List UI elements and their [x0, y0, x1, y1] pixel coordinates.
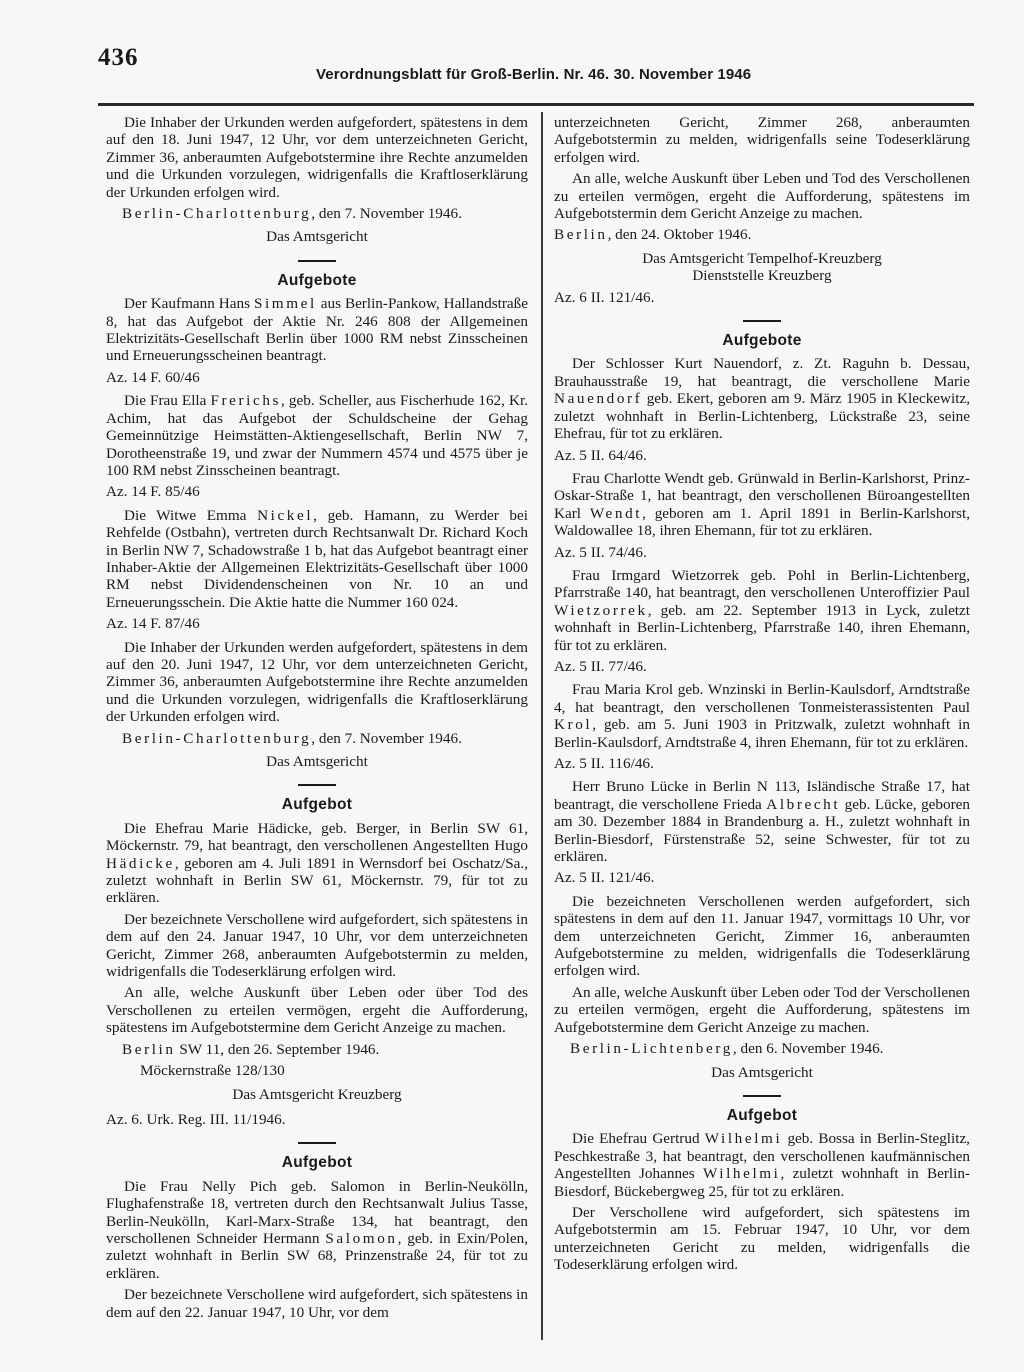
text-run: aus Berlin-Pankow, Hallandstraße 8, hat das Aufgebot der Aktie Nr. 246 808 der Allgemeinen Elektrizitäts-Gesellschaft Berlin über 1000 RM nebst Zinsscheinen und Erneuerungsscheinen beantragt.	[106, 295, 528, 365]
person-name: Frerichs	[210, 392, 282, 410]
text-run: , geboren am 4. Juli 1891 in Wernsdorf bei Oschatz/Sa., zuletzt wohnhaft in Berlin SW 61, Möckernstr. 79, für tot zu erklären.	[106, 854, 528, 907]
text-run: , geb. Hamann, zu Werder bei Rehfelde (Ostbahn), vertreten durch Rechtsanwalt Dr. Richard Koch in Berlin NW 7, Schadowstraße 1 b, hat das Aufgebot beantragt einer Inhaber-Aktie der Allgemeinen Elektrizitäts-Gesellschaft über 1000 RM nebst Dividendenscheinen von Nr. 10 an und Erneuerungsschein. Die Aktie hatte die Nummer 160 024.	[106, 506, 528, 611]
date-text: , den 7. November 1946.	[311, 729, 462, 747]
page-number: 436	[98, 44, 139, 71]
street-address: Möckernstraße 128/130	[140, 1062, 285, 1080]
court-branch: Dienststelle Kreuzberg	[692, 267, 832, 285]
file-reference: Az. 5 II. 64/46.	[554, 446, 647, 464]
text-run: geb. Bossa in Berlin-Steglitz, Peschkestraße 3, hat beantragt, den verschollenen kaufmännischen Angestellten Johannes	[554, 1130, 970, 1183]
notice-paragraph: unterzeichneten Gericht, Zimmer 268, anberaumten Aufgebotstermin zu melden, widrigenfalls seine Todeserklärung erfolgen wird.	[554, 114, 970, 166]
file-reference: Az. 6 II. 121/46.	[554, 288, 655, 306]
section-rule	[743, 320, 781, 322]
text-run: Frau Irmgard Wietzorrek geb. Pohl in Berlin-Lichtenberg, Pfarrstraße 140, hat beantragt, den verschollenen Unteroffizier Paul	[554, 566, 970, 602]
person-name: Wendt	[589, 504, 643, 522]
place-date-line	[122, 730, 528, 747]
text-run: Der Schlosser Kurt Nauendorf, z. Zt. Raguhn b. Dessau, Brauhausstraße 19, hat beantragt, die verschollene Marie	[554, 355, 970, 390]
place-name: Berlin	[122, 1040, 176, 1058]
date-text: , den 6. November 1946.	[732, 1040, 884, 1058]
notice-paragraph	[554, 355, 970, 442]
notice-paragraph: Der Verschollene wird aufgefordert, sich spätestens im Aufgebotstermin am 15. Februar 1947, 10 Uhr, vor dem unterzeichneten Gericht zu melden, widrigenfalls die Todeserklärung erfolgen wird.	[554, 1203, 970, 1274]
text-run: Der Kaufmann Hans	[124, 295, 254, 313]
notice-paragraph: Die Inhaber der Urkunden werden aufgefordert, spätestens in dem auf den 20. Juni 1947, 12 Uhr, vor dem unterzeichneten Gericht, Zimmer 36, anberaumten Aufgebotstermine ihre Rechte anzumelden und die Urkunden vorzulegen, widrigenfalls die Kraftloserklärung der Urkunden erfolgen wird.	[106, 638, 528, 726]
person-name: Hädicke	[106, 854, 175, 872]
file-reference: Az. 14 F. 60/46	[106, 368, 200, 386]
file-reference: Az. 5 II. 121/46.	[554, 869, 655, 887]
notice-paragraph	[554, 1130, 970, 1200]
court-signature: Das Amtsgericht	[266, 753, 368, 770]
date-text: , den 7. November 1946.	[311, 205, 462, 223]
person-name: Simmel	[253, 295, 317, 313]
notice-paragraph: Die Inhaber der Urkunden werden aufgefordert, spätestens in dem auf den 18. Juni 1947, 12 Uhr, vor dem unterzeichneten Gericht, Zimmer 36, anberaumten Aufgebotstermine ihre Rechte anzumelden und die Urkunden vorzulegen, widrigenfalls die Kraftloserklärung der Urkunden erfolgen wird.	[106, 114, 528, 201]
person-name: Nickel	[257, 506, 314, 524]
place-date-line	[570, 1040, 970, 1057]
person-name: Wilhelmi	[704, 1130, 783, 1148]
place-date-line	[122, 1041, 528, 1058]
text-run: Die Frau Nelly Pich geb. Salomon in Berlin-Neukölln, Flughafenstraße 18, vertreten durch den Rechtsanwalt Julius Tasse, Berlin-Neukölln, Karl-Marx-Straße 134, hat beantragt, den verschollenen Schneider Hermann	[106, 1177, 528, 1247]
section-heading	[554, 320, 970, 349]
file-reference: Az. 5 II. 74/46.	[554, 543, 647, 561]
person-name: Wietzorrek	[554, 601, 648, 619]
person-name: Krol	[554, 716, 593, 734]
place-name: Berlin	[554, 226, 608, 244]
section-rule	[298, 260, 336, 262]
text-run: geb. Lücke, geboren am 30. Dezember 1884 in Brandenburg a. H., zuletzt wohnhaft in Berlin-Biesdorf, Fürstenstraße 52, seine Schwester, für tot zu erklären.	[554, 795, 970, 866]
notice-paragraph: Der bezeichnete Verschollene wird aufgefordert, sich spätestens in dem auf den 24. Januar 1947, 10 Uhr, vor dem unterzeichneten Gericht, Zimmer 268, anberaumten Aufgebotstermin zu melden, widrigenfalls die Todeserklärung erfolgen wird.	[106, 910, 528, 981]
person-name: Salomon	[325, 1229, 398, 1247]
section-title: Aufgebote	[277, 271, 357, 289]
right-column	[554, 114, 970, 1278]
section-title: Aufgebote	[722, 332, 802, 350]
notice-paragraph	[554, 567, 970, 654]
person-name: Wilhelmi	[702, 1165, 781, 1183]
date-text: , den 24. Oktober 1946.	[607, 226, 752, 244]
place-name: Berlin-Charlottenburg	[122, 205, 312, 223]
section-heading	[106, 1142, 528, 1171]
text-run: Die Ehefrau Gertrud	[572, 1130, 705, 1148]
section-heading	[554, 1095, 970, 1124]
court-signature: Das Amtsgericht Tempelhof-Kreuzberg	[642, 249, 882, 267]
notice-paragraph: An alle, welche Auskunft über Leben oder über Tod des Verschollenen zu erteilen vermögen, ergeht die Aufforderung, spätestens im Aufgebotstermine dem Gericht Anzeige zu machen.	[106, 984, 528, 1037]
date-text: SW 11, den 26. September 1946.	[175, 1040, 380, 1058]
file-reference: Az. 5 II. 116/46.	[554, 755, 654, 772]
notice-paragraph: An alle, welche Auskunft über Leben oder Tod der Verschollenen zu erteilen vermögen, ergeht die Aufforderung, spätestens im Aufgebotstermine dem Gericht Anzeige zu machen.	[554, 983, 970, 1036]
notice-paragraph	[106, 1178, 528, 1282]
text-run: , geb. Scheller, aus Fischerhude 162, Kr. Achim, hat das Aufgebot der Schuldscheine der Gehag Gemeinnützige Heimstätten-Aktiengesellschaft, Berlin NW 7, Dorotheenstraße 19, und zwar der Nummern 4574 und 4575 über je 100 RM nebst Zinsscheinen beantragt.	[106, 392, 528, 479]
court-signature: Das Amtsgericht Kreuzberg	[232, 1085, 402, 1103]
text-run: , geboren am 1. April 1891 in Berlin-Karlshorst, Waldowallee 18, ihren Ehemann, für tot zu erklären.	[554, 504, 970, 540]
person-name: Nauendorf	[554, 390, 643, 408]
text-run: Frau Maria Krol geb. Wnzinski in Berlin-Kaulsdorf, Arndtstraße 4, hat beantragt, den verschollenen Tonmeisterassistenten Paul	[554, 681, 970, 716]
notice-paragraph	[106, 392, 528, 479]
header-rule	[98, 103, 974, 106]
text-run: , zuletzt wohnhaft in Berlin-Biesdorf, Bückebergweg 25, für tot zu erklären.	[554, 1165, 970, 1200]
notice-paragraph	[554, 778, 970, 865]
notice-paragraph	[106, 295, 528, 365]
notice-paragraph: Die bezeichneten Verschollenen werden aufgefordert, sich spätestens in dem auf den 11. Januar 1947, vormittags 10 Uhr, vor dem unterzeichneten Gericht, Zimmer 16, anberaumten Aufgebotstermine zu melden, widrigenfalls die Todeserklärung erfolgen wird.	[554, 892, 970, 980]
text-run: , geb. am 5. Juni 1903 in Pritzwalk, zuletzt wohnhaft in Berlin-Kaulsdorf, Arndtstraße 4, ihren Ehemann, für tot zu erklären.	[554, 716, 970, 751]
section-title: Aufgebot	[726, 1106, 798, 1124]
file-reference: Az. 14 F. 85/46	[106, 483, 200, 501]
section-heading	[106, 260, 528, 289]
left-column	[106, 114, 528, 1325]
text-run: , geb. in Exin/Polen, zuletzt wohnhaft in Berlin SW 68, Prinzenstraße 24, für tot zu erklären.	[106, 1229, 528, 1282]
notice-paragraph	[106, 507, 528, 611]
file-reference: Az. 5 II. 77/46.	[554, 657, 647, 675]
text-run: geb. Ekert, geboren am 9. März 1905 in Kleckewitz, zuletzt wohnhaft in Berlin-Lichtenberg, Lückstraße 23, seine Ehefrau, für tot zu erklären.	[554, 390, 970, 443]
text-run: Die Witwe Emma	[124, 506, 258, 524]
column-divider	[541, 112, 543, 1340]
place-date-line	[554, 226, 970, 243]
section-title: Aufgebot	[281, 1154, 353, 1172]
page-header	[98, 40, 978, 96]
text-run: Die Frau Ella	[124, 392, 211, 410]
place-name: Berlin-Lichtenberg	[570, 1040, 733, 1058]
notice-paragraph: Der bezeichnete Verschollene wird aufgefordert, sich spätestens in dem auf den 22. Januar 1947, 10 Uhr, vor dem	[106, 1286, 528, 1321]
section-rule	[298, 1142, 336, 1144]
section-rule	[743, 1095, 781, 1097]
notice-paragraph	[554, 470, 970, 540]
file-reference: Az. 6. Urk. Reg. III. 11/1946.	[106, 1110, 286, 1128]
notice-paragraph: An alle, welche Auskunft über Leben und Tod des Verschollenen zu erteilen vermögen, ergeht die Aufforderung, spätestens im Aufgebotstermin dem Gericht Anzeige zu machen.	[554, 170, 970, 223]
text-run: Die Ehefrau Marie Hädicke, geb. Berger, in Berlin SW 61, Möckernstr. 79, hat beantragt, den verschollenen Angestellten Hugo	[106, 819, 528, 855]
place-name: Berlin-Charlottenburg	[122, 729, 312, 747]
section-rule	[298, 784, 336, 786]
file-reference: Az. 14 F. 87/46	[106, 615, 200, 633]
notice-paragraph	[554, 681, 970, 751]
section-title: Aufgebot	[281, 796, 353, 814]
running-title: Verordnungsblatt für Groß-Berlin. Nr. 46. 30. November 1946	[316, 66, 752, 83]
text-run: Herr Bruno Lücke in Berlin N 113, Isländische Straße 17, hat beantragt, die verschollene Frieda	[554, 778, 970, 813]
court-signature: Das Amtsgericht	[266, 228, 368, 246]
place-date-line	[122, 205, 528, 222]
text-run: , geb. am 22. September 1913 in Lyck, zuletzt wohnhaft in Berlin-Lichtenberg, Pfarrstraße 140, ihren Ehemann, für tot zu erklären.	[554, 601, 970, 654]
text-run: Frau Charlotte Wendt geb. Grünwald in Berlin-Karlshorst, Prinz-Oskar-Straße 1, hat beantragt, den verschollenen Büroangestellten Karl	[554, 469, 970, 522]
court-signature: Das Amtsgericht	[711, 1063, 813, 1081]
notice-paragraph	[106, 820, 528, 907]
person-name: Albrecht	[766, 795, 841, 813]
section-heading	[106, 784, 528, 813]
